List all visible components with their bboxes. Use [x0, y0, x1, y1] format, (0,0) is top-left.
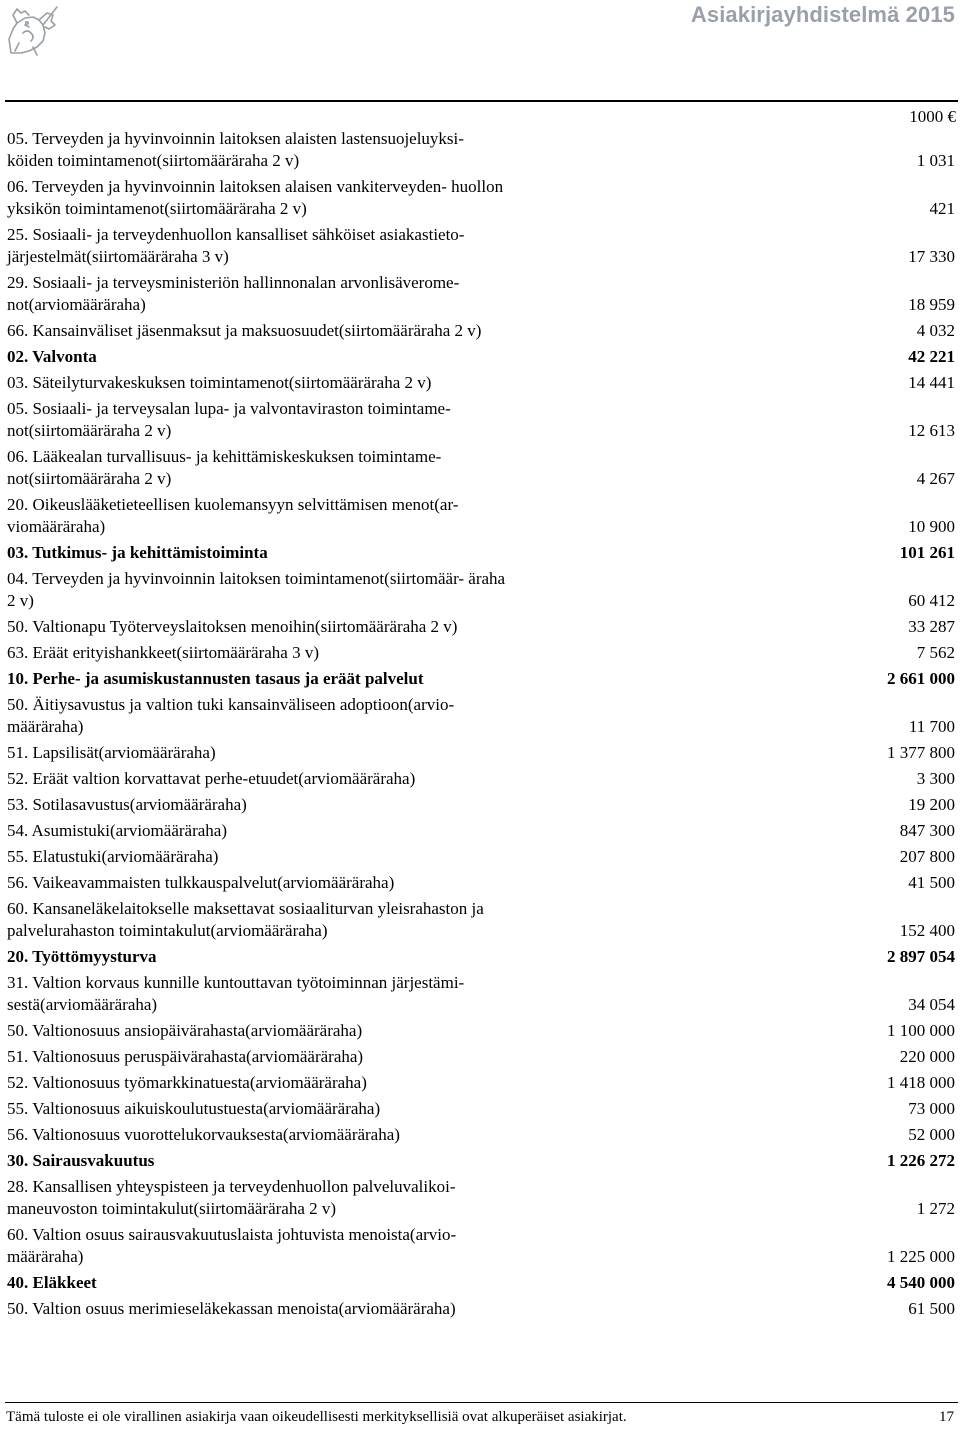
table-row	[7, 542, 955, 564]
table-row	[7, 128, 955, 172]
row-label: 54. Asumistuki(arviomääräraha)	[7, 821, 227, 840]
row-value: 101 261	[899, 543, 955, 562]
document-brand-title: Asiakirjayhdistelmä 2015	[690, 2, 955, 27]
row-value: 34 054	[908, 995, 955, 1014]
row-value: 847 300	[899, 821, 955, 840]
row-value: 421	[929, 199, 955, 218]
table-row	[7, 694, 955, 738]
row-label: 03. Säteilyturvakeskuksen toimintamenot(siirtomääräraha 2 v)	[7, 373, 432, 392]
table-row	[7, 1298, 955, 1320]
table-row	[7, 820, 955, 842]
row-label: 29. Sosiaali- ja terveysministeriön hallinnonalan arvonlisäverome- not(arviomääräraha)	[7, 273, 460, 314]
row-value: 1 225 000	[887, 1247, 955, 1266]
row-label: 30. Sairausvakuutus	[7, 1151, 155, 1170]
row-label: 55. Elatustuki(arviomääräraha)	[7, 847, 219, 866]
row-value: 10 900	[908, 517, 955, 536]
row-value: 73 000	[908, 1099, 955, 1118]
table-row	[7, 372, 955, 394]
row-value: 3 300	[916, 769, 955, 788]
row-value: 1 031	[916, 151, 955, 170]
table-row	[7, 642, 955, 664]
table-row	[7, 1272, 955, 1294]
table-row	[7, 1124, 955, 1146]
row-value: 33 287	[908, 617, 955, 636]
row-value: 41 500	[908, 873, 955, 892]
table-row	[7, 320, 955, 342]
row-label: 50. Valtionapu Työterveyslaitoksen menoihin(siirtomääräraha 2 v)	[7, 617, 458, 636]
table-row	[7, 616, 955, 638]
footer-notice: Tämä tuloste ei ole virallinen asiakirja vaan oikeudellisesti merkityksellisiä ovat alkuperäiset asiakirjat.	[6, 1409, 627, 1425]
row-value: 60 412	[908, 591, 955, 610]
table-row	[7, 224, 955, 268]
row-value: 2 897 054	[887, 947, 955, 966]
row-label: 05. Terveyden ja hyvinvoinnin laitoksen alaisten lastensuojeluyksi- köiden toimintamenot(siirtomääräraha 2 v)	[7, 129, 464, 170]
row-label: 04. Terveyden ja hyvinvoinnin laitoksen toimintamenot(siirtomäär- äraha 2 v)	[7, 569, 506, 610]
row-label: 51. Lapsilisät(arviomääräraha)	[7, 743, 216, 762]
row-value: 42 221	[908, 347, 955, 366]
row-value: 152 400	[899, 921, 955, 940]
row-label: 51. Valtionosuus peruspäivärahasta(arviomääräraha)	[7, 1047, 364, 1066]
table-row	[7, 872, 955, 894]
row-value: 11 700	[908, 717, 955, 736]
table-row	[7, 446, 955, 490]
row-label: 05. Sosiaali- ja terveysalan lupa- ja valvontaviraston toimintame- not(siirtomääräraha 2 v)	[7, 399, 451, 440]
row-value: 1 272	[916, 1199, 955, 1218]
row-label: 25. Sosiaali- ja terveydenhuollon kansalliset sähköiset asiakastieto- järjestelmät(siirtomääräraha 3 v)	[7, 225, 465, 266]
row-label: 63. Eräät erityishankkeet(siirtomääräraha 3 v)	[7, 643, 320, 662]
row-label: 50. Valtionosuus ansiopäivärahasta(arviomääräraha)	[7, 1021, 363, 1040]
row-value: 4 032	[916, 321, 955, 340]
table-row	[7, 1176, 955, 1220]
table-row	[7, 1150, 955, 1172]
row-value: 4 267	[916, 469, 955, 488]
row-value: 7 562	[916, 643, 955, 662]
row-label: 52. Eräät valtion korvattavat perhe-etuudet(arviomääräraha)	[7, 769, 416, 788]
row-label: 03. Tutkimus- ja kehittämistoiminta	[7, 543, 268, 562]
row-label: 31. Valtion korvaus kunnille kuntouttavan työtoiminnan järjestämi- sestä(arviomääräraha)	[7, 973, 465, 1014]
table-row	[7, 794, 955, 816]
table-row	[7, 946, 955, 968]
row-value: 17 330	[908, 247, 955, 266]
top-divider	[5, 100, 958, 102]
row-value: 207 800	[899, 847, 955, 866]
budget-table	[7, 128, 955, 1324]
row-value: 2 661 000	[887, 669, 955, 688]
row-value: 4 540 000	[887, 1273, 955, 1292]
row-label: 66. Kansainväliset jäsenmaksut ja maksuosuudet(siirtomääräraha 2 v)	[7, 321, 482, 340]
row-label: 60. Kansaneläkelaitokselle maksettavat sosiaaliturvan yleisrahaston ja palvelurahaston toimintakulut(arviomääräraha)	[7, 899, 484, 940]
row-value: 18 959	[908, 295, 955, 314]
row-label: 28. Kansallisen yhteyspisteen ja terveydenhuollon palveluvalikoi- maneuvoston toimintakulut(siirtomääräraha 2 v)	[7, 1177, 456, 1218]
row-value: 19 200	[908, 795, 955, 814]
table-row	[7, 972, 955, 1016]
row-label: 20. Työttömyysturva	[7, 947, 157, 966]
table-row	[7, 494, 955, 538]
row-value: 52 000	[908, 1125, 955, 1144]
table-row	[7, 176, 955, 220]
row-value: 1 418 000	[887, 1073, 955, 1092]
table-row	[7, 742, 955, 764]
table-row	[7, 346, 955, 368]
row-label: 06. Terveyden ja hyvinvoinnin laitoksen alaisen vankiterveyden- huollon yksikön toimintamenot(siirtomääräraha 2 v)	[7, 177, 504, 218]
table-row	[7, 1098, 955, 1120]
table-row	[7, 568, 955, 612]
row-label: 55. Valtionosuus aikuiskoulutustuesta(arviomääräraha)	[7, 1099, 381, 1118]
finnish-lion-crest-icon	[3, 3, 61, 57]
table-row	[7, 1020, 955, 1042]
row-value: 1 100 000	[887, 1021, 955, 1040]
page-footer	[6, 1408, 954, 1426]
row-value: 14 441	[908, 373, 955, 392]
table-row	[7, 846, 955, 868]
unit-label: 1000 €	[909, 107, 956, 126]
row-value: 61 500	[908, 1299, 955, 1318]
row-label: 52. Valtionosuus työmarkkinatuesta(arviomääräraha)	[7, 1073, 367, 1092]
table-row	[7, 898, 955, 942]
table-row	[7, 1046, 955, 1068]
row-label: 53. Sotilasavustus(arviomääräraha)	[7, 795, 247, 814]
table-row	[7, 398, 955, 442]
row-label: 40. Eläkkeet	[7, 1273, 97, 1292]
table-row	[7, 1224, 955, 1268]
table-row	[7, 272, 955, 316]
page-number: 17	[939, 1409, 954, 1425]
table-row	[7, 668, 955, 690]
row-label: 10. Perhe- ja asumiskustannusten tasaus ja eräät palvelut	[7, 669, 424, 688]
row-label: 50. Valtion osuus merimieseläkekassan menoista(arviomääräraha)	[7, 1299, 456, 1318]
table-row	[7, 1072, 955, 1094]
row-value: 220 000	[899, 1047, 955, 1066]
row-label: 50. Äitiysavustus ja valtion tuki kansainväliseen adoptioon(arvio- määräraha)	[7, 695, 455, 736]
row-label: 60. Valtion osuus sairausvakuutuslaista johtuvista menoista(arvio- määräraha)	[7, 1225, 457, 1266]
row-label: 06. Lääkealan turvallisuus- ja kehittämiskeskuksen toimintame- not(siirtomääräraha 2 v)	[7, 447, 442, 488]
row-label: 20. Oikeuslääketieteellisen kuolemansyyn selvittämisen menot(ar- viomääräraha)	[7, 495, 459, 536]
row-value: 12 613	[908, 421, 955, 440]
bottom-divider	[5, 1402, 958, 1403]
row-value: 1 226 272	[887, 1151, 955, 1170]
row-label: 56. Valtionosuus vuorottelukorvauksesta(arviomääräraha)	[7, 1125, 400, 1144]
table-row	[7, 768, 955, 790]
page-header	[0, 0, 960, 62]
row-value: 1 377 800	[887, 743, 955, 762]
row-label: 02. Valvonta	[7, 347, 97, 366]
row-label: 56. Vaikeavammaisten tulkkauspalvelut(arviomääräraha)	[7, 873, 395, 892]
